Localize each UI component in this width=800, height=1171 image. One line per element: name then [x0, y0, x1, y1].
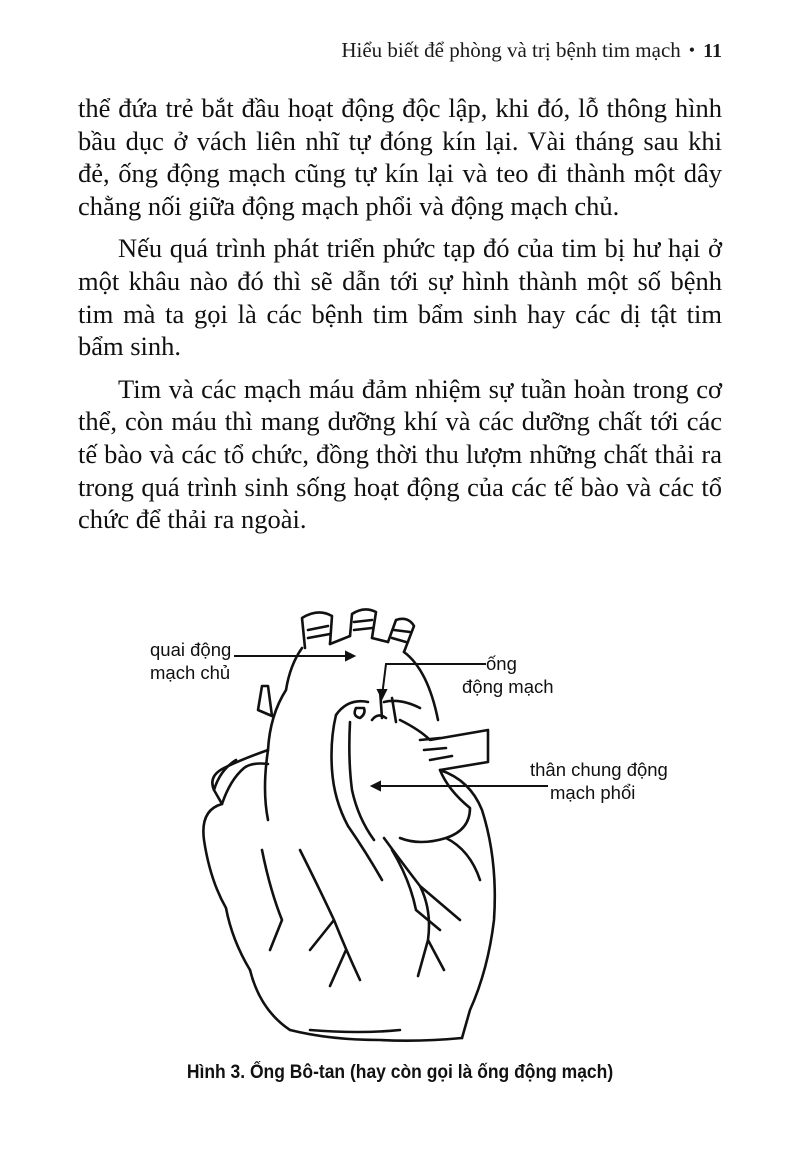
label-ductus-line1: ống: [486, 653, 517, 674]
running-header: [341, 38, 722, 63]
label-aortic-arch-line2: mạch chủ: [150, 662, 231, 683]
running-title: Hiểu biết để phòng và trị bệnh tim mạch: [341, 38, 681, 62]
page-number: 11: [703, 40, 722, 62]
paragraph-1: thể đứa trẻ bắt đầu hoạt động độc lập, khi đó, lỗ thông hình bầu dục ở vách liên nhĩ tự đóng kín lại. Vài tháng sau khi đẻ, ống động mạch cũng tự kín lại và teo đi thành một dây chằng nối giữa động mạch phổi và động mạch chủ.: [78, 93, 722, 221]
label-pulmonary-trunk-line2: mạch phổi: [550, 782, 636, 803]
label-ductus-line2: động mạch: [462, 676, 554, 697]
header-bullet: •: [688, 40, 696, 60]
body-text: [78, 92, 722, 546]
heart-figure: [0, 590, 800, 1110]
paragraph-3: Tim và các mạch máu đảm nhiệm sự tuần hoàn trong cơ thể, còn máu thì mang dưỡng khí và các dưỡng chất tới các tế bào và các tổ chức, đồng thời thu lượm những chất thải ra trong quá trình sinh sống hoạt động của các tế bào và các tổ chức để thải ra ngoài.: [78, 373, 722, 535]
pulmonary-trunk-arrow: [0, 590, 800, 1110]
figure-caption: Hình 3. Ống Bô-tan (hay còn gọi là ống động mạch): [186, 1062, 614, 1083]
label-pulmonary-trunk-line1: thân chung động: [530, 759, 668, 780]
paragraph-2: Nếu quá trình phát triển phức tạp đó của tim bị hư hại ở một khâu nào đó thì sẽ dẫn tới sự hình thành một số bệnh tim mà ta gọi là các bệnh tim bẩm sinh hay các dị tật tim bẩm sinh.: [78, 233, 722, 362]
label-aortic-arch-line1: quai động: [150, 639, 232, 660]
